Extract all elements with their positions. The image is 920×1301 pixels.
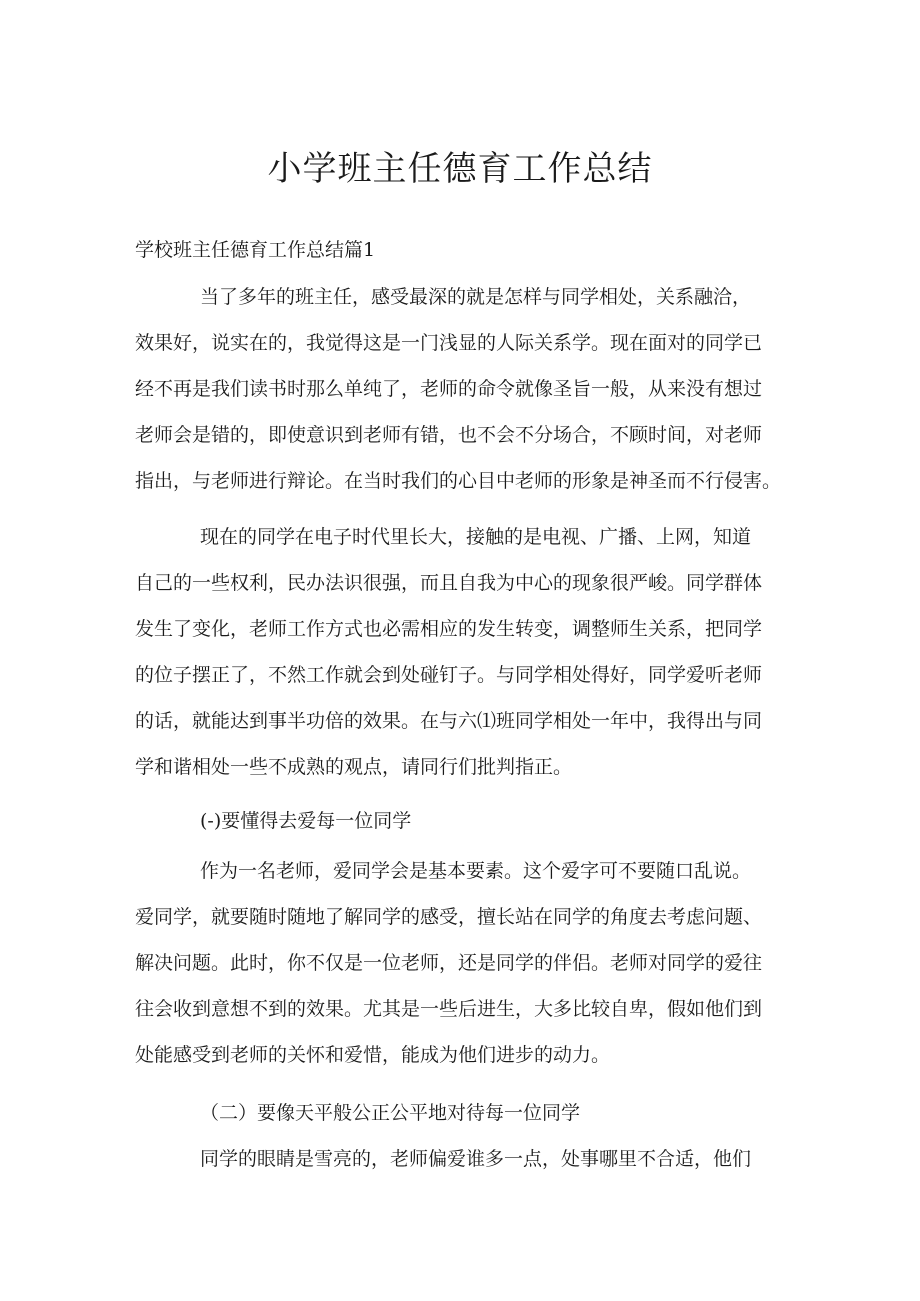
paragraph-line: 学和谐相处一些不成熟的观点，请同行们批判指正。 — [135, 756, 573, 778]
paragraph-line: 解决问题。此时，你不仅是一位老师，还是同学的伴侣。老师对同学的爱往 — [135, 952, 763, 974]
paragraph-line: 现在的同学在电子时代里长大，接触的是电视、广播、上网，知道 — [200, 526, 752, 548]
paragraph-line: 指出，与老师进行辩论。在当时我们的心目中老师的形象是神圣而不行侵害。 — [135, 470, 782, 492]
document-subtitle: 学校班主任德育工作总结篇1 — [135, 239, 376, 261]
paragraph-line: 的位子摆正了，不然工作就会到处碰钉子。与同学相处得好，同学爱听老师 — [135, 664, 763, 686]
paragraph-line: 处能感受到老师的关怀和爱惜，能成为他们进步的动力。 — [135, 1044, 611, 1066]
paragraph-line: 的话，就能达到事半功倍的效果。在与六⑴班同学相处一年中，我得出与同 — [135, 710, 763, 732]
document-title: 小学班主任德育工作总结 — [267, 149, 653, 189]
paragraph-line: 爱同学，就要随时随地了解同学的感受，擅长站在同学的角度去考虑问题、 — [135, 906, 763, 928]
paragraph-line: 作为一名老师，爱同学会是基本要素。这个爱字可不要随口乱说。 — [200, 860, 752, 882]
paragraph-line: 效果好，说实在的，我觉得这是一门浅显的人际关系学。现在面对的同学已 — [135, 332, 763, 354]
section-heading: （二）要像天平般公正公平地对待每一位同学 — [200, 1102, 581, 1124]
paragraph-line: 当了多年的班主任，感受最深的就是怎样与同学相处，关系融洽， — [200, 286, 752, 308]
paragraph-line: 自己的一些权利，民办法识很强，而且自我为中心的现象很严峻。同学群体 — [135, 572, 763, 594]
paragraph-line: 经不再是我们读书时那么单纯了，老师的命令就像圣旨一般，从来没有想过 — [135, 378, 763, 400]
paragraph-line: 老师会是错的，即使意识到老师有错，也不会不分场合，不顾时间，对老师 — [135, 424, 763, 446]
paragraph-line: 发生了变化，老师工作方式也必需相应的发生转变，调整师生关系，把同学 — [135, 618, 763, 640]
paragraph-line: 往会收到意想不到的效果。尤其是一些后进生，大多比较自卑，假如他们到 — [135, 998, 763, 1020]
section-heading: (-)要懂得去爱每一位同学 — [200, 810, 412, 832]
paragraph-line: 同学的眼睛是雪亮的，老师偏爱谁多一点，处事哪里不合适，他们 — [200, 1148, 752, 1170]
